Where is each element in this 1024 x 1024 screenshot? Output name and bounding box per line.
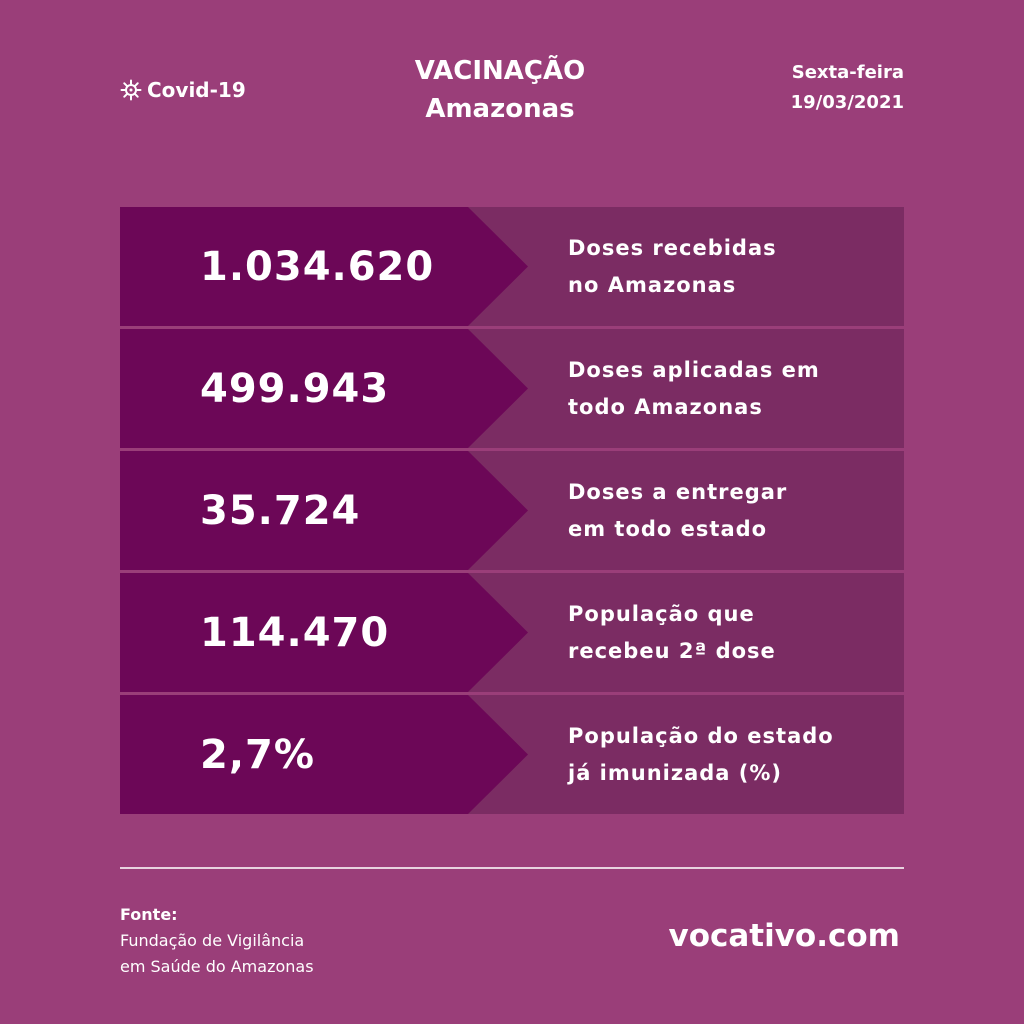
stat-value: 1.034.620 xyxy=(200,243,435,290)
source-credit xyxy=(120,902,314,980)
date-block xyxy=(791,58,904,118)
source-heading: Fonte: xyxy=(120,905,178,924)
weekday: Sexta-feira xyxy=(791,62,904,83)
stat-value: 499.943 xyxy=(200,365,390,412)
date: 19/03/2021 xyxy=(790,92,904,113)
virus-icon xyxy=(120,79,142,101)
stat-label: Doses recebidas no Amazonas xyxy=(568,235,777,297)
stat-label: População que recebeu 2ª dose xyxy=(568,601,776,663)
stat-label: Doses aplicadas em todo Amazonas xyxy=(568,357,820,419)
title-line-2: Amazonas xyxy=(425,94,575,124)
stat-row-doses-a-entregar xyxy=(120,451,904,570)
stat-value: 2,7% xyxy=(200,731,315,778)
value-panel xyxy=(120,695,528,814)
stat-row-doses-aplicadas xyxy=(120,329,904,448)
stat-row-segunda-dose xyxy=(120,573,904,692)
covid-brand xyxy=(120,78,246,102)
source-line-1: Fundação de Vigilância xyxy=(120,931,305,950)
source-line-2: em Saúde do Amazonas xyxy=(120,957,314,976)
stat-value: 35.724 xyxy=(200,487,361,534)
site-url: vocativo.com xyxy=(668,918,900,954)
stats-table xyxy=(120,207,904,817)
page-title xyxy=(340,52,660,128)
stat-value: 114.470 xyxy=(200,609,390,656)
brand-label: Covid-19 xyxy=(147,78,246,102)
stat-row-imunizada xyxy=(120,695,904,814)
stat-label: População do estado já imunizada (%) xyxy=(568,723,834,785)
title-line-1: VACINAÇÃO xyxy=(414,56,586,86)
stat-row-doses-recebidas xyxy=(120,207,904,326)
footer-divider xyxy=(120,867,904,869)
stat-label: Doses a entregar em todo estado xyxy=(568,479,788,541)
